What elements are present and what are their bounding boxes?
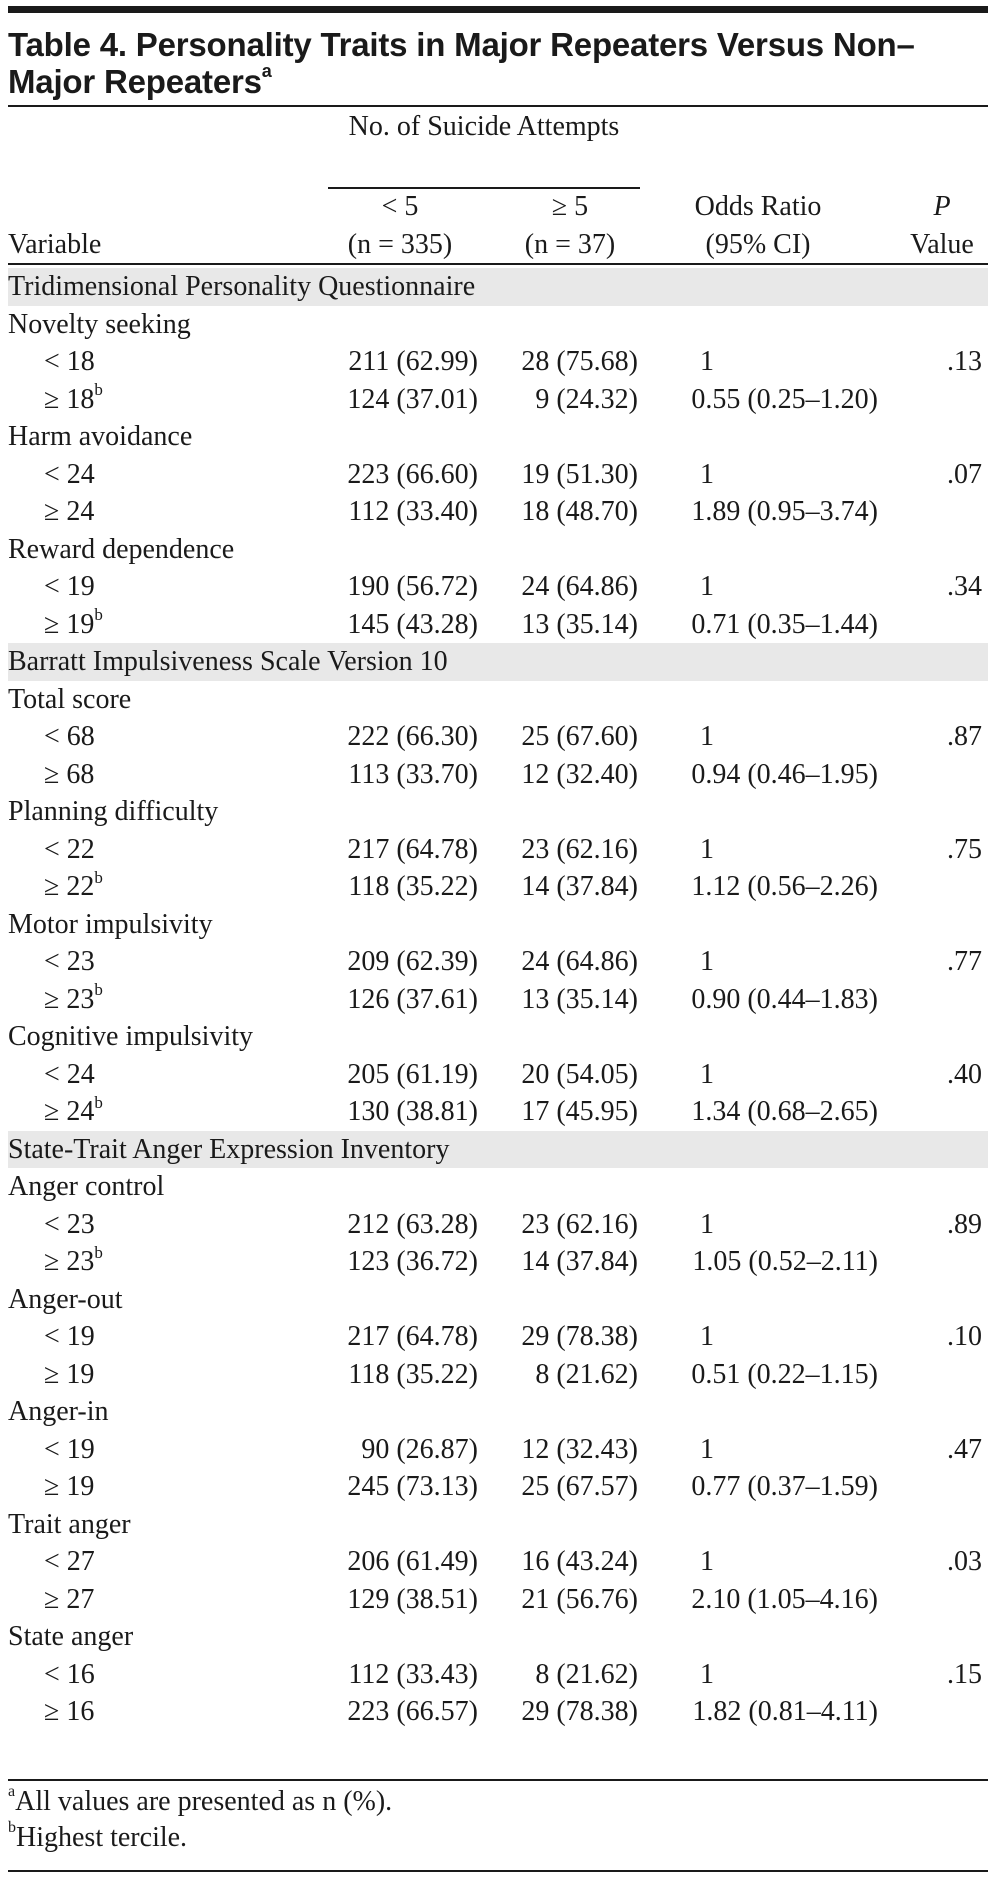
ge5-count-cell: 14 (37.84) [521,871,638,902]
ge5-count-cell: 24 (64.86) [521,571,638,602]
variable-name: State anger [8,1621,134,1652]
category-label: ≥ 19 [44,1471,95,1502]
p-value-cell: .40 [947,1058,982,1090]
p-value-cell: .03 [947,1546,982,1577]
variable-name: Anger-in [8,1396,109,1427]
table-row [8,493,988,531]
category-label: < 68 [44,721,95,752]
title-footnote-mark: a [261,61,272,81]
lt5-count-cell: 211 (62.99) [348,346,478,377]
odds-ratio-cell: 1.82 (0.81–4.11) [692,1696,878,1727]
section-header-row [8,643,988,681]
lt5-count-cell: 126 (37.61) [347,983,478,1015]
category-cell [44,606,103,643]
odds-ratio-cell: 0.71 (0.35–1.44) [691,608,878,640]
section-header-row [8,1131,988,1169]
category-cell [44,1206,95,1243]
category-label: < 19 [44,1321,95,1352]
footnote-mark: b [94,380,103,400]
category-label: ≥ 19 [44,608,95,640]
p-value-cell: .15 [947,1658,982,1690]
table-row [8,831,988,869]
category-label: < 19 [44,571,95,602]
ge5-count-cell: 13 (35.14) [521,608,638,640]
ge5-count-cell: 20 (54.05) [521,1058,638,1090]
lt5-count-cell: 118 (35.22) [348,1358,478,1390]
lt5-count-cell: 223 (66.57) [347,1696,478,1727]
table-row [8,606,988,644]
variable-row [8,1618,988,1656]
variable-row [8,306,988,344]
table-row [8,1468,988,1506]
p-value-cell: .89 [947,1208,982,1240]
p-value-cell: .13 [947,346,982,377]
ge5-count-cell: 8 (21.62) [535,1658,638,1690]
footnote-a-text: All values are presented as n (%). [15,1786,393,1817]
table-row [8,1693,988,1731]
category-cell [44,868,103,905]
top-rule [8,6,988,13]
ge5-count-cell: 19 (51.30) [521,458,638,490]
variable-name: Anger-out [8,1283,123,1315]
category-cell [44,493,94,530]
table-row [8,981,988,1019]
lt5-header-line1: < 5 [381,191,419,222]
section-title: Tridimensional Personality Questionnaire [8,271,476,302]
category-cell [44,1356,94,1393]
lt5-count-cell: 217 (64.78) [347,1321,478,1352]
lt5-count-cell: 245 (73.13) [347,1471,478,1502]
lt5-count-cell: 209 (62.39) [347,946,478,977]
p-value-cell: .77 [947,946,982,977]
category-cell [44,981,103,1018]
ge5-column-header [500,188,640,264]
category-label: < 18 [44,346,95,377]
p-value-column-header [896,188,988,264]
lt5-count-cell: 123 (36.72) [347,1246,478,1277]
odds-ratio-cell: 1 [700,1208,714,1240]
lt5-count-cell: 206 (61.49) [347,1546,478,1577]
odds-ratio-cell: 0.77 (0.37–1.59) [691,1471,878,1502]
header-rule [8,263,988,265]
ge5-count-cell: 12 (32.43) [521,1433,638,1465]
p-italic: P [933,191,951,222]
ge5-count-cell: 24 (64.86) [521,946,638,977]
odds-ratio-cell: 2.10 (1.05–4.16) [691,1583,878,1615]
ge5-count-cell: 14 (37.84) [521,1246,638,1277]
p-value-cell: .75 [947,833,982,865]
category-cell [44,381,103,418]
table-row [8,1056,988,1094]
ge5-count-cell: 21 (56.76) [521,1583,638,1615]
variable-name: Total score [8,683,132,715]
category-cell [44,1656,95,1693]
footnote-mark: b [94,1092,103,1112]
lt5-count-cell: 217 (64.78) [347,833,478,865]
table-row [8,1093,988,1131]
category-cell [44,1093,103,1130]
footnote-b-mark: b [8,1818,16,1836]
odds-ratio-cell: 1 [700,833,714,865]
footnote-mark: b [94,1242,103,1262]
table-row [8,1206,988,1244]
variable-row [8,793,988,831]
category-cell [44,1693,94,1730]
table-document [8,0,988,1877]
category-label: ≥ 19 [44,1358,95,1390]
category-label: ≥ 23 [44,983,95,1015]
category-cell [44,1581,94,1618]
variable-name: Trait anger [8,1508,131,1540]
variable-row [8,418,988,456]
lt5-count-cell: 222 (66.30) [347,721,478,752]
p-value-header-line1 [896,188,988,226]
category-cell [44,1543,95,1580]
odds-ratio-cell: 0.94 (0.46–1.95) [691,758,878,790]
bottom-rule [8,1779,988,1781]
category-label: ≥ 18 [44,383,95,415]
lt5-count-cell: 129 (38.51) [347,1583,478,1615]
table-title [8,26,988,100]
variable-row [8,1018,988,1056]
ge5-count-cell: 29 (78.38) [521,1321,638,1352]
odds-ratio-cell: 1.89 (0.95–3.74) [691,496,878,527]
lt5-count-cell: 223 (66.60) [347,458,478,490]
p-value-cell: .87 [947,721,982,752]
odds-ratio-cell: 1 [700,346,714,377]
footnote-mark: b [94,980,103,1000]
variable-name: Planning difficulty [8,796,219,827]
category-cell [44,1318,95,1355]
category-cell [44,1431,95,1468]
lt5-count-cell: 118 (35.22) [348,871,478,902]
footnote-mark: b [94,867,103,887]
table-row [8,343,988,381]
lt5-count-cell: 130 (38.81) [347,1096,478,1127]
table-row [8,1318,988,1356]
category-label: ≥ 23 [44,1246,95,1277]
table-row [8,1656,988,1694]
variable-row [8,1168,988,1206]
ge5-count-cell: 29 (78.38) [521,1696,638,1727]
odds-ratio-cell: 1 [700,721,714,752]
ge5-count-cell: 9 (24.32) [535,383,638,415]
variable-name: Cognitive impulsivity [8,1021,254,1052]
section-header-row [8,268,988,306]
ge5-count-cell: 25 (67.60) [521,721,638,752]
category-label: < 24 [44,458,95,490]
category-cell [44,568,95,605]
category-label: ≥ 24 [44,496,95,527]
lt5-count-cell: 112 (33.43) [348,1658,478,1690]
footnote-b-text: Highest tercile. [16,1822,188,1853]
p-value-cell: .07 [947,458,982,490]
odds-ratio-column-header [658,188,858,264]
odds-ratio-cell: 1 [700,1321,714,1352]
variable-row [8,681,988,719]
footnotes [8,1784,988,1856]
table-body [8,268,988,1731]
variable-column-header: Variable [8,229,102,260]
table-row [8,943,988,981]
odds-ratio-cell: 1 [700,1658,714,1690]
odds-ratio-header-line1: Odds Ratio [694,191,822,222]
category-label: < 16 [44,1658,95,1690]
ge5-count-cell: 16 (43.24) [521,1546,638,1577]
table-row [8,568,988,606]
ge5-count-cell: 8 (21.62) [535,1358,638,1390]
variable-name: Harm avoidance [8,421,193,452]
odds-ratio-cell: 0.55 (0.25–1.20) [691,383,878,415]
p-value-cell: .34 [947,571,982,602]
ge5-count-cell: 23 (62.16) [521,833,638,865]
lt5-count-cell: 124 (37.01) [347,383,478,415]
section-title: Barratt Impulsiveness Scale Version 10 [8,646,448,677]
category-cell [44,943,95,980]
category-label: ≥ 22 [44,871,95,902]
variable-row [8,906,988,944]
category-label: < 19 [44,1433,95,1465]
table-row [8,381,988,419]
ge5-count-cell: 25 (67.57) [521,1471,638,1502]
variable-row [8,1281,988,1319]
table-row [8,756,988,794]
odds-ratio-cell: 1 [700,458,714,490]
ge5-count-cell: 28 (75.68) [521,346,638,377]
category-cell [44,831,95,868]
footnote-a-mark: a [8,1782,16,1800]
category-cell [44,1056,95,1093]
table-row [8,718,988,756]
p-value-cell: .47 [947,1433,982,1465]
odds-ratio-cell: 1 [700,946,714,977]
lt5-count-cell: 113 (33.70) [348,758,478,790]
variable-name: Motor impulsivity [8,908,213,940]
table-row [8,456,988,494]
variable-name: Reward dependence [8,533,235,565]
ge5-header-line1: ≥ 5 [551,191,589,222]
category-label: < 23 [44,1208,95,1240]
table-title-text: Table 4. Personality Traits in Major Repeaters Versus Non–Major Repeaters [8,26,915,100]
category-label: ≥ 27 [44,1583,95,1615]
table-row [8,868,988,906]
column-group-header: No. of Suicide Attempts [348,111,620,142]
table-row [8,1581,988,1619]
odds-ratio-cell: 0.51 (0.22–1.15) [691,1358,878,1390]
ge5-count-cell: 23 (62.16) [521,1208,638,1240]
end-rule [8,1870,988,1872]
odds-ratio-cell: 0.90 (0.44–1.83) [691,983,878,1015]
category-cell [44,718,95,755]
odds-ratio-cell: 1.12 (0.56–2.26) [691,871,878,902]
category-label: < 27 [44,1546,95,1577]
table-row [8,1543,988,1581]
category-label: < 24 [44,1058,95,1090]
category-cell [44,1243,103,1280]
lt5-count-cell: 112 (33.40) [348,496,478,527]
ge5-count-cell: 18 (48.70) [521,496,638,527]
ge5-header-line2: (n = 37) [524,229,616,260]
lt5-column-header [330,188,470,264]
variable-name: Novelty seeking [8,308,191,340]
table-row [8,1431,988,1469]
lt5-count-cell: 90 (26.87) [361,1433,478,1465]
section-title: State-Trait Anger Expression Inventory [8,1133,450,1165]
ge5-count-cell: 13 (35.14) [521,983,638,1015]
odds-ratio-cell: 1 [700,571,714,602]
lt5-count-cell: 190 (56.72) [347,571,478,602]
variable-row [8,1506,988,1544]
p-value-header-line2: Value [910,229,974,260]
footnote-a [8,1784,988,1820]
variable-row [8,1393,988,1431]
table-row [8,1243,988,1281]
ge5-count-cell: 17 (45.95) [521,1096,638,1127]
category-cell [44,756,94,793]
variable-name: Anger control [8,1171,165,1202]
title-rule [8,105,988,107]
category-label: ≥ 24 [44,1096,95,1127]
odds-ratio-header-line2: (95% CI) [705,229,811,260]
category-cell [44,1468,94,1505]
odds-ratio-cell: 1 [700,1546,714,1577]
category-cell [44,456,95,493]
odds-ratio-cell: 1 [700,1433,714,1465]
footnote-mark: b [94,605,103,625]
category-label: < 23 [44,946,95,977]
footnote-b [8,1820,988,1856]
lt5-count-cell: 205 (61.19) [347,1058,478,1090]
ge5-count-cell: 12 (32.40) [521,758,638,790]
category-cell [44,343,95,380]
category-label: ≥ 68 [44,758,95,790]
odds-ratio-cell: 1.34 (0.68–2.65) [691,1096,878,1127]
odds-ratio-cell: 1 [700,1058,714,1090]
lt5-count-cell: 212 (63.28) [347,1208,478,1240]
variable-row [8,531,988,569]
lt5-count-cell: 145 (43.28) [347,608,478,640]
odds-ratio-cell: 1.05 (0.52–2.11) [692,1246,878,1277]
category-label: < 22 [44,833,95,865]
p-value-cell: .10 [947,1321,982,1352]
category-label: ≥ 16 [44,1696,95,1727]
table-row [8,1356,988,1394]
lt5-header-line2: (n = 335) [347,229,453,260]
